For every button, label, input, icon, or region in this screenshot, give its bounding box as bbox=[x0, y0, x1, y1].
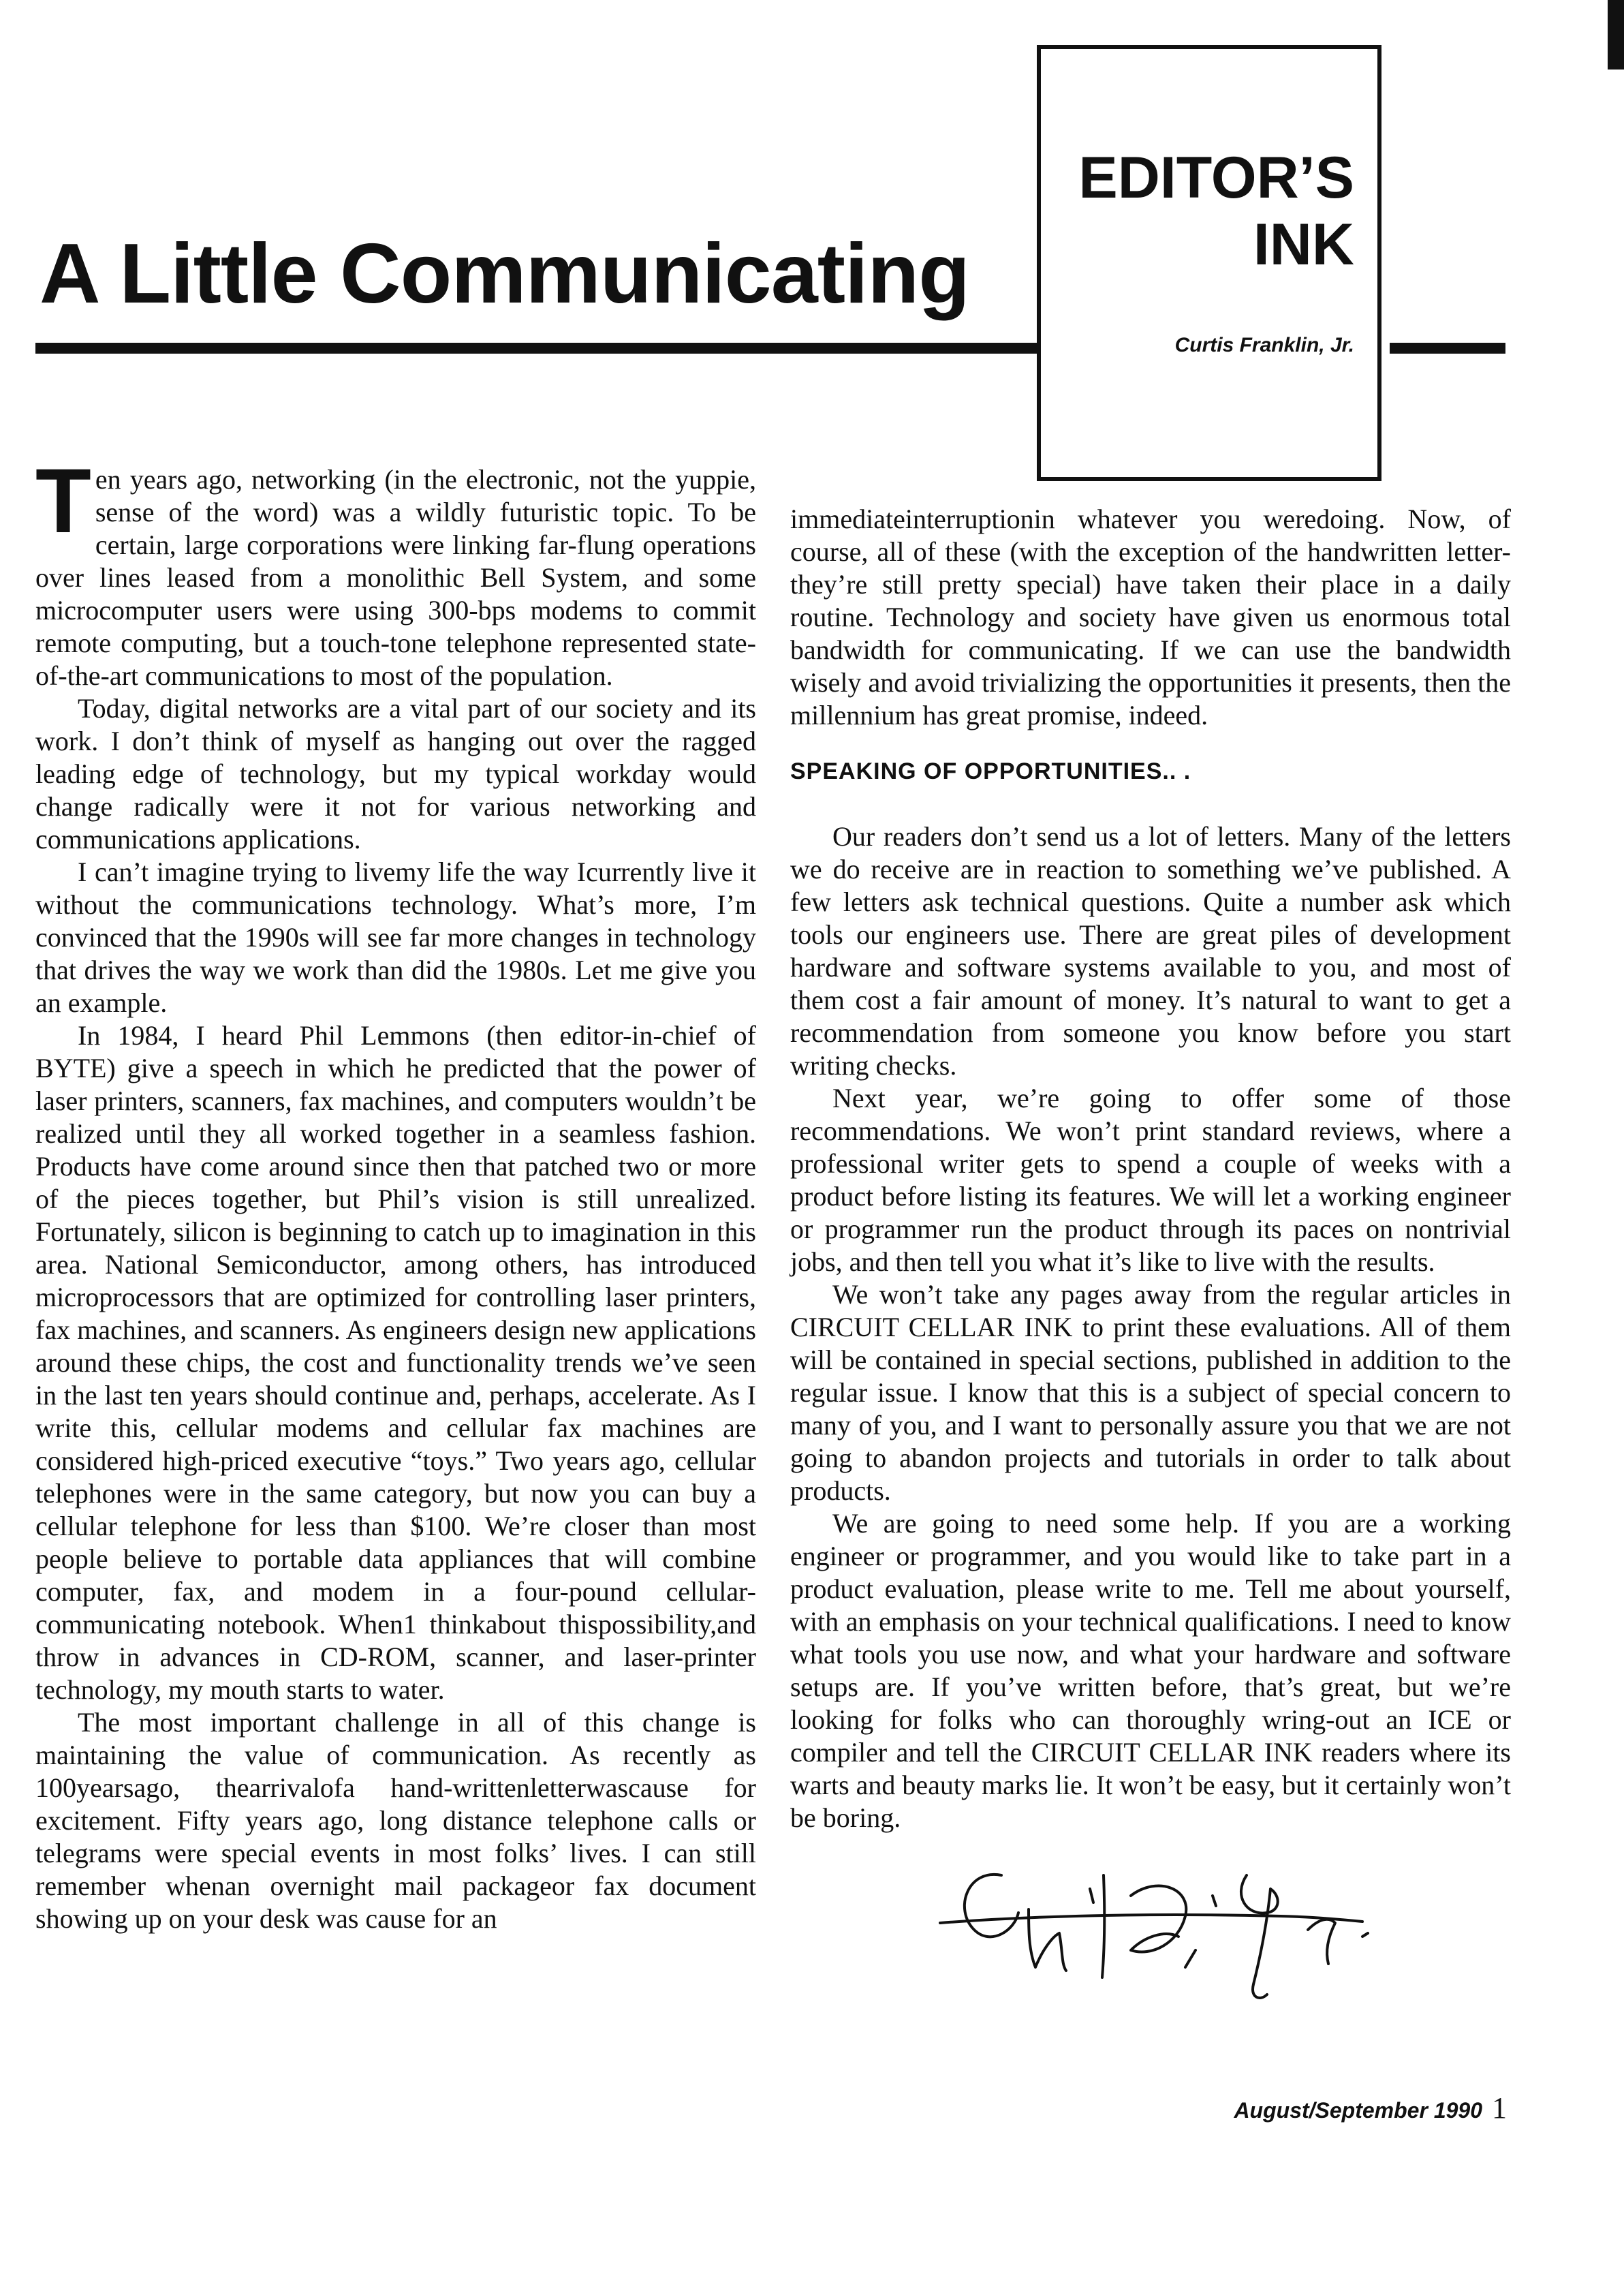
title-rule-right bbox=[1390, 343, 1505, 354]
paragraph-1 bbox=[35, 450, 756, 692]
page-edge-mark bbox=[1608, 0, 1624, 70]
paragraph-9: We won’t take any pages away from the regular articles in CIRCUIT CELLAR INK to print these evaluations. All of them will be contained in special sections, published in addition to the regular issue. I know that this is a subject of special concern to many of you, and I want to personally assure you that we are not going to abandon projects and tutorials in order to talk about products. bbox=[790, 1279, 1511, 1506]
paragraph-3: I can’t imagine trying to livemy life the way Icurrently live it without the communications technology. What’s more, I’m convinced that the 1990s will see far more changes in technology that drives the way we work than did the 1980s. Let me give you an example. bbox=[35, 857, 756, 1018]
section-heading: SPEAKING OF OPPORTUNITIES.. . bbox=[790, 758, 1191, 784]
page-folio bbox=[1234, 2091, 1507, 2125]
right-column bbox=[790, 503, 1511, 1834]
title-rule-left bbox=[35, 343, 1037, 354]
editor-signature bbox=[926, 1848, 1403, 2005]
paragraph-5: The most important challenge in all of this change is maintaining the value of communication. As recently as 100yearsago, thearrivalofa hand-writtenletterwascause for excitement. Fifty years ago, long distance telephone calls or telegrams were special events in most folks’ lives. I can still remember whenan overnight mail packageor fax document showing up on your desk was cause for an bbox=[35, 1707, 756, 1934]
paragraph-2: Today, digital networks are a vital part of our society and its work. I don’t think of myself as hanging out over the ragged leading edge of technology, but my typical workday would change radically were it not for various networking and communications applications. bbox=[35, 693, 756, 854]
column-name-line1: EDITOR’S bbox=[1078, 145, 1354, 211]
author-byline: Curtis Franklin, Jr. bbox=[1174, 334, 1354, 356]
paragraph-4: In 1984, I heard Phil Lemmons (then editor-in-chief of BYTE) give a speech in which he predicted that the power of laser printers, scanners, fax machines, and computers wouldn’t be realized until they all worked together in a seamless fashion. Products have come around since then that patched two or more of the pieces together, but Phil’s vision is still unrealized. Fortunately, silicon is beginning to catch up to imagination in this area. National Semiconductor, among others, has introduced microprocessors that are optimized for controlling laser printers, fax machines, and scanners. As engineers design new applications around these chips, the cost and functionality trends we’ve seen in the last ten years should continue and, perhaps, accelerate. As I write this, cellular modems and cellular fax machines are considered high-priced executive “toys.” Two years ago, cellular telephones were in the same category, but now you can buy a cellular telephone for less than $100. We’re closer than most people believe to portable data appliances that will combine computer, fax, and modem in a four-pound cellular-communicating notebook. When1 thinkabout thispossibility,and throw in advances in CD-ROM, scanner, and laser-printer technology, my mouth starts to water. bbox=[35, 1020, 756, 1705]
issue-date: August/September 1990 bbox=[1234, 2098, 1482, 2123]
editors-ink-box bbox=[1037, 45, 1381, 481]
paragraph-7: Our readers don’t send us a lot of letters. Many of the letters we do receive are in reaction to something we’ve published. A few letters ask technical questions. Quite a number ask which tools our engineers use. There are great piles of development hardware and software systems available to you, and most of them cost a fair amount of money. It’s natural to want to get a recommendation from someone you know before you start writing checks. bbox=[790, 821, 1511, 1081]
paragraph-6: immediateinterruptionin whatever you weredoing. Now, of course, all of these (with the exception of the handwritten letter-they’re still pretty special) have taken their place in a daily routine. Technology and society have given us enormous total bandwidth for communicating. If we can use the bandwidth wisely and avoid trivializing the opportunities it presents, then the millennium has great promise, indeed. bbox=[790, 504, 1511, 730]
left-column bbox=[35, 450, 756, 1935]
column-name-line2: INK bbox=[1253, 212, 1354, 278]
paragraph-10: We are going to need some help. If you are a working engineer or programmer, and you would like to take part in a product evaluation, please write to me. Tell me about yourself, with an emphasis on your technical qualifications. I need to know what tools you use now, and what your hardware and software setups are. If you’ve written before, that’s great, but we’re looking for folks who can thoroughly wring-out an ICE or compiler and tell the CIRCUIT CELLAR INK readers where its warts and beauty marks lie. It won’t be easy, but it certainly won’t be boring. bbox=[790, 1508, 1511, 1833]
paragraph-8: Next year, we’re going to offer some of those recommendations. We won’t print standard reviews, where a professional writer gets to spend a couple of weeks with a product before listing its features. We will let a working engineer or programmer run the product through its paces on nontrivial jobs, and then tell you what it’s like to live with the results. bbox=[790, 1083, 1511, 1277]
paragraph-1-text: en years ago, networking (in the electronic, not the yuppie, sense of the word) was a wildly futuristic topic. To be certain, large corporations were linking far-flung operations over lines leased from a monolithic Bell System, and some microcomputer users were using 300-bps modems to commit remote computing, but a touch-tone telephone represented state-of-the-art communications to most of the population. bbox=[35, 464, 756, 691]
drop-cap: T bbox=[35, 450, 91, 552]
page-number: 1 bbox=[1492, 2091, 1507, 2125]
column-name bbox=[1078, 144, 1354, 278]
article-title: A Little Communicating bbox=[40, 227, 969, 321]
